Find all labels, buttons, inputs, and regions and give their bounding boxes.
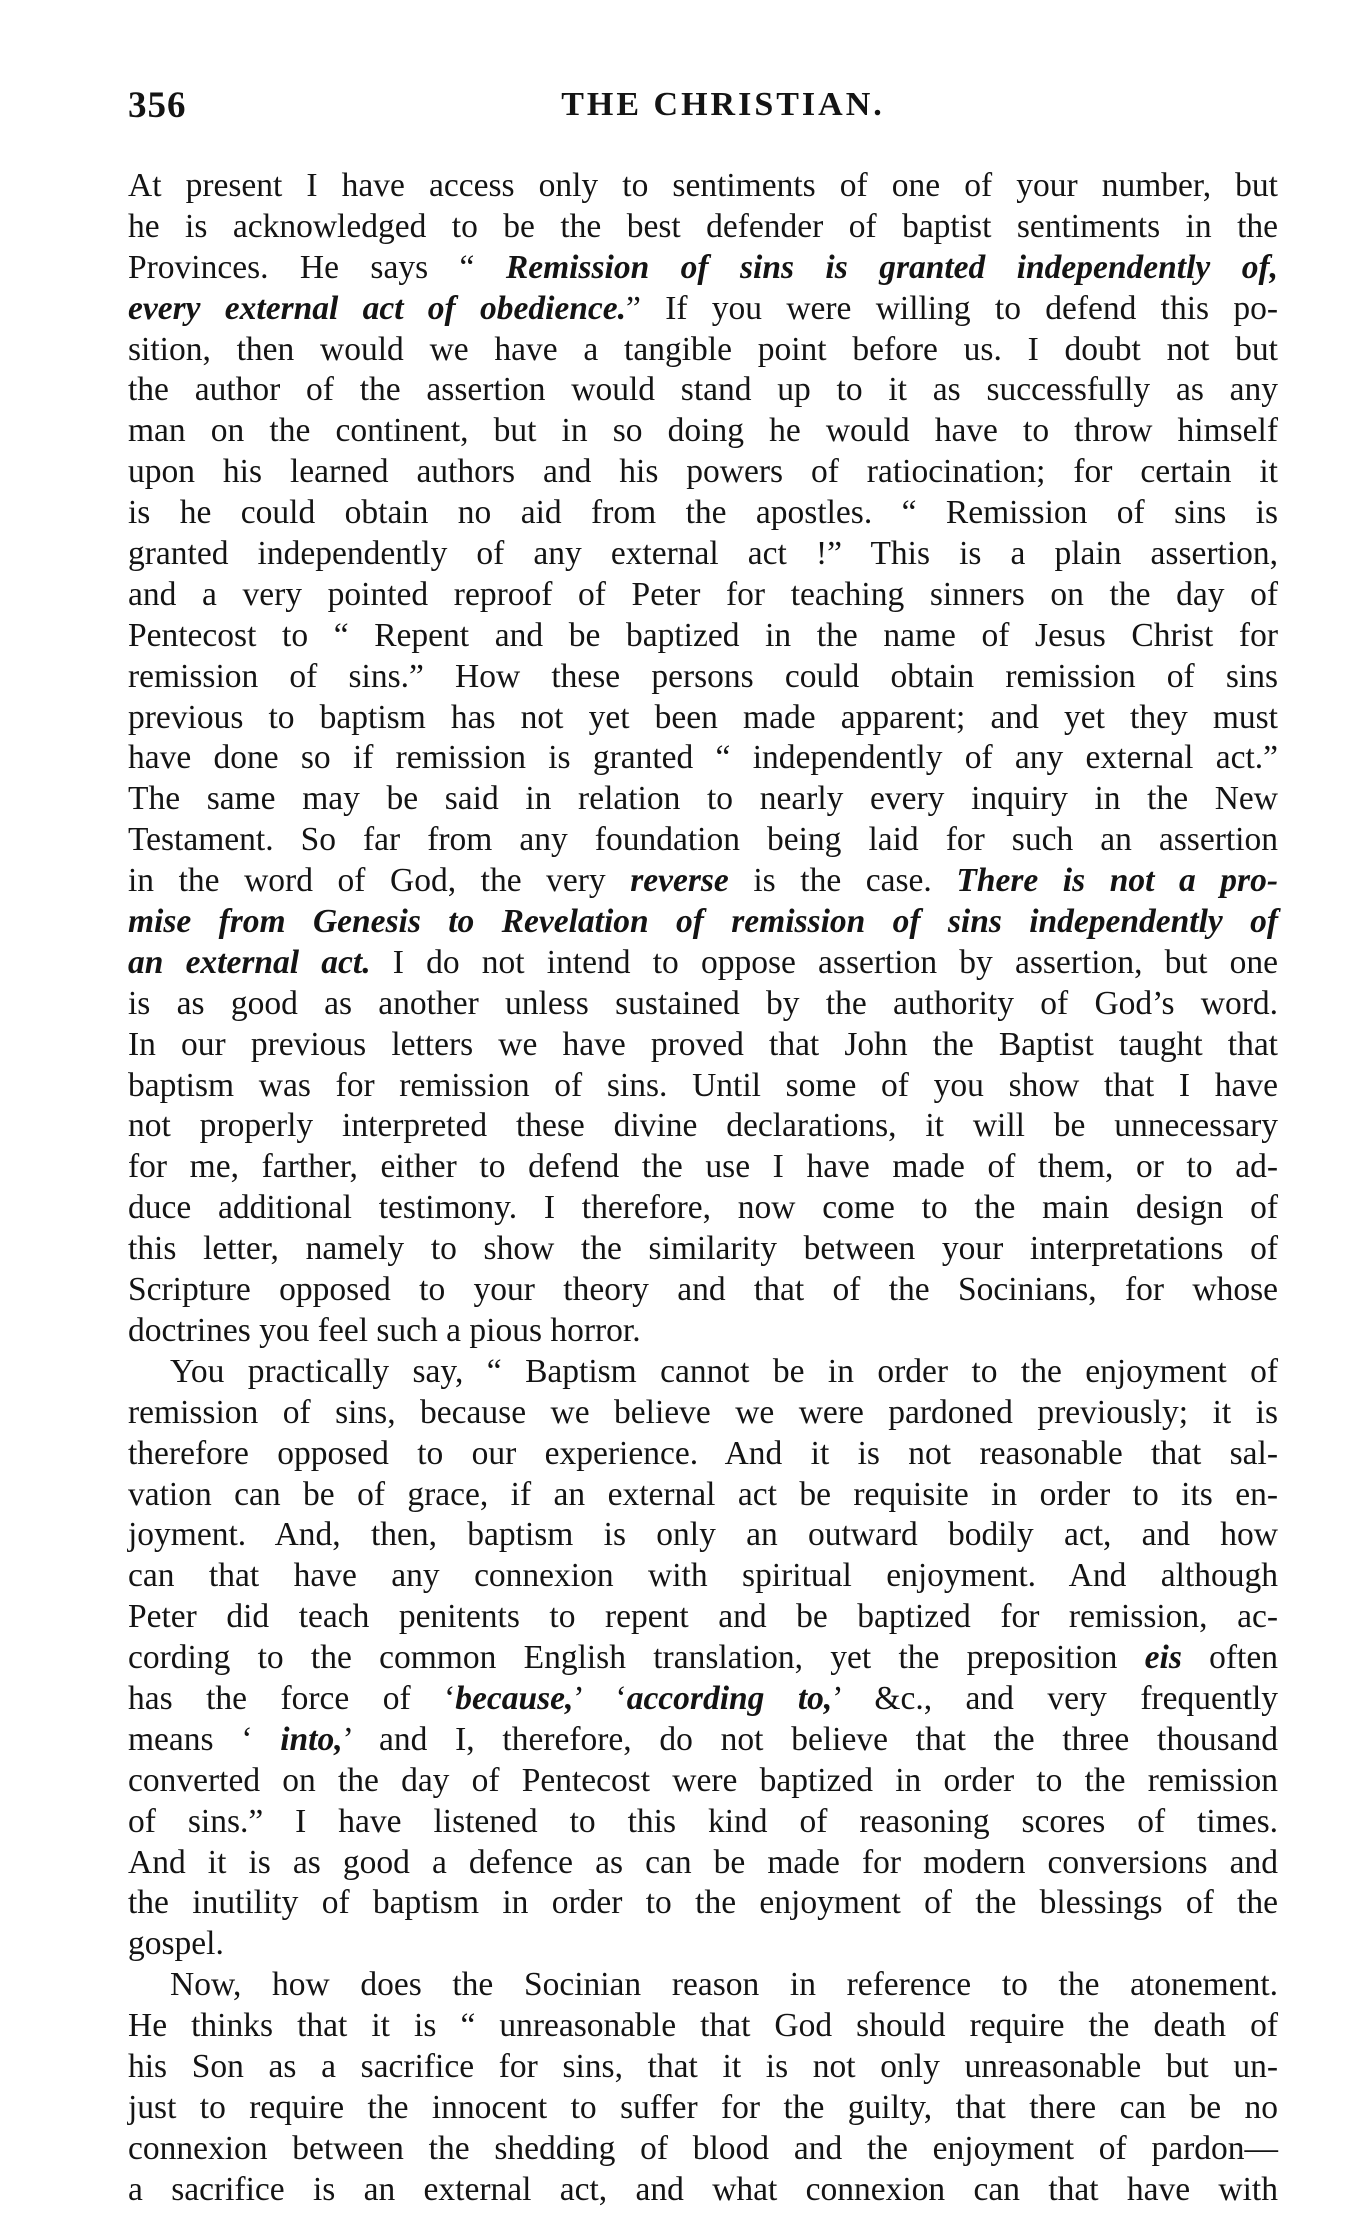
text-segment: He thinks that it is “ unreasonable that God should require the death of [128,2007,1278,2045]
text-line [128,289,1278,330]
text-line [128,1393,1278,1434]
running-title: THE CHRISTIAN. [561,86,885,123]
italic-text: mise from Genesis to Revelation of remission of sins independently of [128,903,1278,941]
text-line [128,575,1278,616]
text-segment: his Son as a sacrifice for sins, that it is not only unreasonable but un- [128,2047,1278,2085]
text-segment: Provinces. He says “ [128,248,506,286]
text-line [128,1229,1278,1270]
text-segment: Peter did teach penitents to repent and be baptized for remission, ac- [128,1598,1278,1636]
text-line [128,902,1278,943]
text-line [128,2170,1278,2211]
italic-text: every external act of obedience. [128,289,627,327]
text-line [128,166,1278,207]
text-segment: is the case. [728,862,957,900]
text-line [128,1720,1278,1761]
text-segment: upon his learned authors and his powers of ratiocination; for certain it [128,453,1278,491]
text-segment: And it is as good a defence as can be made for modern conversions and [128,1843,1278,1881]
text-segment: Now, how does the Socinian reason in reference to the atonement. [170,1966,1278,2004]
text-line [128,1025,1278,1066]
text-segment: The same may be said in relation to nearly every inquiry in the New [128,780,1278,818]
text-line [128,1802,1278,1843]
text-line [128,1556,1278,1597]
text-segment: has the force of ‘ [128,1679,456,1717]
text-segment: remission of sins.” How these persons could obtain remission of sins [128,657,1278,695]
text-line [128,943,1278,984]
text-line [128,1352,1278,1393]
text-line [128,861,1278,902]
text-segment: gospel. [128,1925,224,1963]
italic-text: There is not a pro- [956,862,1278,900]
text-segment: granted independently of any external act !” This is a plain assertion, [128,535,1278,573]
text-segment: can that have any connexion with spiritual enjoyment. And although [128,1557,1278,1595]
text-line [128,534,1278,575]
text-line [128,452,1278,493]
italic-text: eis [1144,1639,1182,1677]
text-line [128,370,1278,411]
text-segment: vation can be of grace, if an external act be requisite in order to its en- [128,1475,1278,1513]
text-segment: I do not intend to oppose assertion by assertion, but one [370,943,1278,981]
text-segment: doctrines you feel such a pious horror. [128,1311,641,1349]
text-line [128,1434,1278,1475]
text-line [128,1965,1278,2006]
text-segment: Pentecost to “ Repent and be baptized in the name of Jesus Christ for [128,616,1278,654]
text-segment: remission of sins, because we believe we were pardoned previously; it is [128,1393,1278,1431]
text-line [128,207,1278,248]
text-line [128,1188,1278,1229]
text-line [128,2129,1278,2170]
text-line [128,779,1278,820]
text-line [128,1761,1278,1802]
text-segment: You practically say, “ Baptism cannot be in order to the enjoyment of [170,1352,1278,1390]
italic-text: Remission of sins is granted independently of, [505,248,1278,286]
text-line [128,657,1278,698]
text-segment: At present I have access only to sentiments of one of your number, but [128,167,1278,204]
text-segment: baptism was for remission of sins. Until some of you show that I have [128,1066,1278,1104]
text-line [128,2088,1278,2129]
page-number: 356 [128,85,187,126]
text-segment: often [1181,1639,1278,1677]
text-segment: cording to the common English translation, yet the preposition [128,1639,1145,1677]
text-line [128,1066,1278,1107]
text-segment: a sacrifice is an external act, and what connexion can that have with [128,2170,1278,2208]
text-line [128,248,1278,289]
text-line [128,2047,1278,2088]
text-line [128,1597,1278,1638]
text-segment: and a very pointed reproof of Peter for teaching sinners on the day of [128,575,1278,613]
text-segment: just to require the innocent to suffer for the guilty, that there can be no [128,2088,1278,2126]
text-segment: the author of the assertion would stand up to it as successfully as any [128,371,1278,409]
text-line [128,1311,1278,1352]
text-segment: the inutility of baptism in order to the enjoyment of the blessings of the [128,1884,1278,1922]
body-text [128,166,1278,2211]
text-line [128,984,1278,1025]
italic-text: into, [280,1720,343,1758]
text-segment: previous to baptism has not yet been made apparent; and yet they must [128,698,1278,736]
running-head [128,84,1278,144]
text-line [128,2006,1278,2047]
text-segment: means ‘ [128,1720,281,1758]
text-segment: Testament. So far from any foundation being laid for such an assertion [128,821,1278,859]
italic-text: according to, [626,1679,833,1717]
italic-text: because, [455,1679,574,1717]
text-line [128,1270,1278,1311]
text-segment: connexion between the shedding of blood and the enjoyment of pardon— [128,2129,1278,2167]
text-line [128,1843,1278,1884]
text-line [128,1883,1278,1924]
text-line [128,1638,1278,1679]
text-line [128,493,1278,534]
italic-text: reverse [630,862,729,900]
text-segment: duce additional testimony. I therefore, now come to the main design of [128,1189,1278,1227]
text-line [128,411,1278,452]
text-segment: have done so if remission is granted “ independently of any external act.” [128,739,1278,777]
text-line [128,1475,1278,1516]
text-segment: is he could obtain no aid from the apostles. “ Remission of sins is [128,494,1278,532]
text-line [128,820,1278,861]
text-segment: ” If you were willing to defend this po- [626,289,1279,327]
text-line [128,1515,1278,1556]
text-segment: Scripture opposed to your theory and that of the Socinians, for whose [128,1271,1278,1309]
text-segment: ’ ‘ [573,1679,627,1717]
text-segment: is as good as another unless sustained by the authority of God’s word. [128,984,1278,1022]
text-segment: ’ and I, therefore, do not believe that the three thousand [342,1720,1278,1758]
text-segment: not properly interpreted these divine declarations, it will be unnecessary [128,1107,1278,1145]
text-line [128,1106,1278,1147]
text-segment: he is acknowledged to be the best defender of baptist sentiments in the [128,207,1278,245]
text-segment: ’ &c., and very frequently [832,1679,1279,1717]
text-segment: sition, then would we have a tangible point before us. I doubt not but [128,330,1278,368]
italic-text: an external act. [128,943,371,981]
text-line [128,330,1278,371]
text-line [128,616,1278,657]
text-segment: therefore opposed to our experience. And it is not reasonable that sal- [128,1434,1278,1472]
text-segment: In our previous letters we have proved that John the Baptist taught that [128,1025,1278,1063]
text-segment: converted on the day of Pentecost were baptized in order to the remission [128,1761,1278,1799]
text-segment: of sins.” I have listened to this kind of reasoning scores of times. [128,1802,1278,1840]
text-segment: joyment. And, then, baptism is only an outward bodily act, and how [128,1516,1278,1554]
text-segment: man on the continent, but in so doing he would have to throw himself [128,412,1278,450]
text-segment: this letter, namely to show the similarity between your interpretations of [128,1230,1278,1268]
text-line [128,1679,1278,1720]
text-line [128,698,1278,739]
text-segment: for me, farther, either to defend the use I have made of them, or to ad- [128,1148,1278,1186]
text-line [128,738,1278,779]
text-line [128,1924,1278,1965]
text-line [128,1147,1278,1188]
text-segment: in the word of God, the very [128,862,631,900]
